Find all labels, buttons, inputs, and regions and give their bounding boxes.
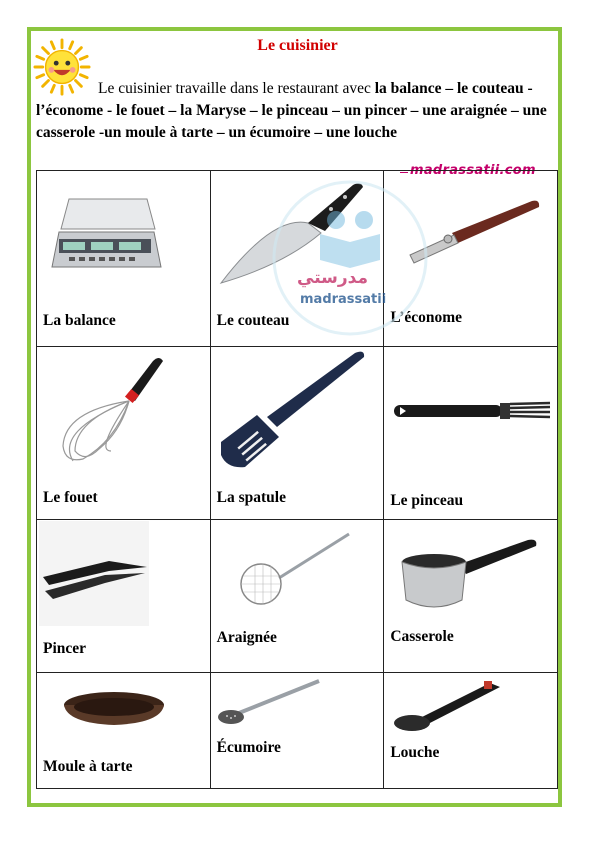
cell-label: L’économe — [390, 309, 463, 326]
peeler-icon — [392, 193, 542, 273]
brush-icon — [392, 397, 552, 427]
cell-couteau — [210, 171, 387, 347]
intro-items: la balance – le couteau -l’économe - le fouet – la Maryse – le pinceau – un pincer – une araignée – une casserole -un moule à tarte – un écumoire – une louche — [36, 80, 547, 141]
cell-label: La spatule — [216, 489, 286, 506]
cell-pinceau — [384, 347, 558, 520]
page-title: Le cuisinier — [257, 37, 338, 54]
cell-moule — [37, 673, 211, 789]
cell-label: Moule à tarte — [43, 758, 133, 775]
tongs-icon — [39, 521, 149, 626]
utensil-grid — [36, 170, 558, 789]
brand-link[interactable]: madrassatii.com — [410, 163, 536, 178]
cell-araignee — [210, 520, 384, 673]
cell-label: Le pinceau — [390, 492, 464, 509]
whisk-icon — [55, 351, 170, 469]
cell-label: Pincer — [43, 640, 87, 657]
cell-label: Louche — [390, 744, 440, 761]
saucepan-icon — [398, 534, 548, 614]
scale-icon — [49, 187, 164, 277]
spider-strainer-icon — [231, 526, 356, 611]
cell-fouet — [37, 347, 211, 520]
cell-casserole — [384, 520, 558, 673]
cell-balance — [37, 171, 211, 347]
cell-spatule — [210, 347, 384, 520]
intro-lead: Le cuisinier travaille dans le restaurant avec — [98, 80, 375, 97]
cell-label: Le fouet — [43, 489, 98, 506]
ladle-icon — [392, 677, 504, 735]
watermark-arabic: مدرستي — [297, 268, 368, 288]
cell-label: Écumoire — [216, 739, 281, 756]
tart-pan-icon — [59, 685, 169, 730]
cell-label: Casserole — [390, 628, 454, 645]
watermark-latin: madrassatii — [300, 292, 387, 307]
cell-label: Le couteau — [216, 312, 290, 329]
cell-econome — [384, 171, 558, 347]
spatula-icon — [217, 347, 367, 472]
cell-label: Araignée — [216, 629, 277, 646]
cell-louche — [384, 673, 558, 789]
cell-pincer — [37, 520, 211, 673]
skimmer-icon — [215, 675, 327, 727]
cell-label: La balance — [43, 312, 116, 329]
intro-paragraph — [36, 78, 556, 144]
cell-ecumoire — [210, 673, 384, 789]
